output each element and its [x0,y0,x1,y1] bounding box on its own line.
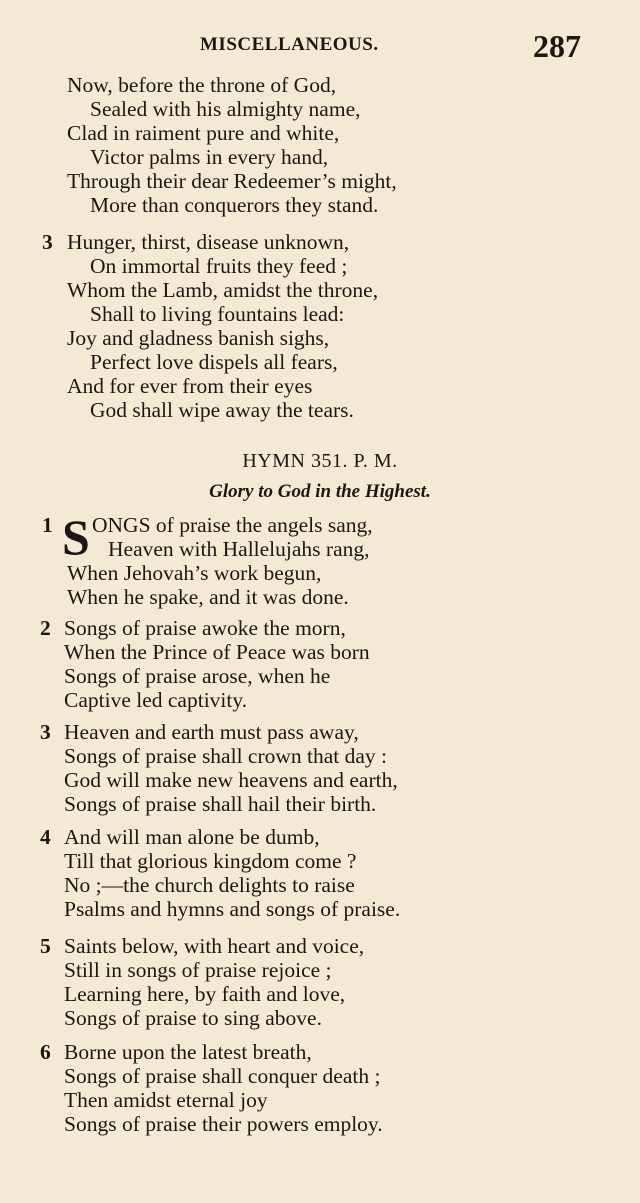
verse-line: Hunger, thirst, disease unknown, [67,230,350,254]
verse-line: No ;—the church delights to raise [64,873,355,897]
verse-line: Still in songs of praise rejoice ; [64,958,332,982]
verse-line: Songs of praise shall hail their birth. [64,792,377,816]
verse-line: Captive led captivity. [64,688,248,712]
page-number: 287 [533,28,581,64]
verse-line: When he spake, and it was done. [67,585,349,609]
verse-line: Songs of praise shall conquer death ; [64,1064,381,1088]
hymn-title: HYMN 351. P. M. [242,450,398,472]
verse-line: When the Prince of Peace was born [64,640,370,664]
running-title: MISCELLANEOUS. [200,34,379,55]
verse-line: Till that glorious kingdom come ? [64,849,357,873]
verse-number: 5 [40,934,51,958]
verse-line: Through their dear Redeemer’s might, [67,169,397,193]
verse-line: And will man alone be dumb, [64,825,320,849]
verse-line: Songs of praise to sing above. [64,1006,322,1030]
verse-line: Then amidst eternal joy [64,1088,268,1112]
verse-line: Songs of praise arose, when he [64,664,331,688]
verse-number: 2 [40,616,51,640]
verse-number: 4 [40,825,51,849]
verse-number: 1 [42,513,53,537]
verse-line: Victor palms in every hand, [90,145,329,169]
verse-line: Borne upon the latest breath, [64,1040,312,1064]
verse-line: God will make new heavens and earth, [64,768,398,792]
verse-line: Now, before the throne of God, [67,73,337,97]
drop-cap: S [62,509,90,565]
hymn-subtitle: Glory to God in the Highest. [209,481,431,502]
verse-line: Perfect love dispels all fears, [90,350,338,374]
verse-line: God shall wipe away the tears. [90,398,354,422]
page-header [0,28,640,64]
verse-number: 6 [40,1040,51,1064]
verse-line: Heaven and earth must pass away, [64,720,359,744]
verse-number: 3 [40,720,51,744]
verse-line: Heaven with Hallelujahs rang, [108,537,370,561]
verse-line: Songs of praise their powers employ. [64,1112,383,1136]
verse-line: Whom the Lamb, amidst the throne, [67,278,379,302]
verse-number: 3 [42,230,53,254]
verse-line: More than conquerors they stand. [90,193,379,217]
verse-line: Psalms and hymns and songs of praise. [64,897,401,921]
verse-line: ONGS of praise the angels sang, [92,513,373,537]
verse-line: Clad in raiment pure and white, [67,121,340,145]
verse-line: On immortal fruits they feed ; [90,254,348,278]
verse-line: And for ever from their eyes [67,374,313,398]
verse-line: Learning here, by faith and love, [64,982,346,1006]
verse-line: Shall to living fountains lead: [90,302,345,326]
verse-line: Sealed with his almighty name, [90,97,361,121]
verse-line: Joy and gladness banish sighs, [67,326,330,350]
verse-line: Songs of praise awoke the morn, [64,616,346,640]
verse-line: When Jehovah’s work begun, [67,561,322,585]
verse-line: Songs of praise shall crown that day : [64,744,388,768]
verse-line: Saints below, with heart and voice, [64,934,365,958]
